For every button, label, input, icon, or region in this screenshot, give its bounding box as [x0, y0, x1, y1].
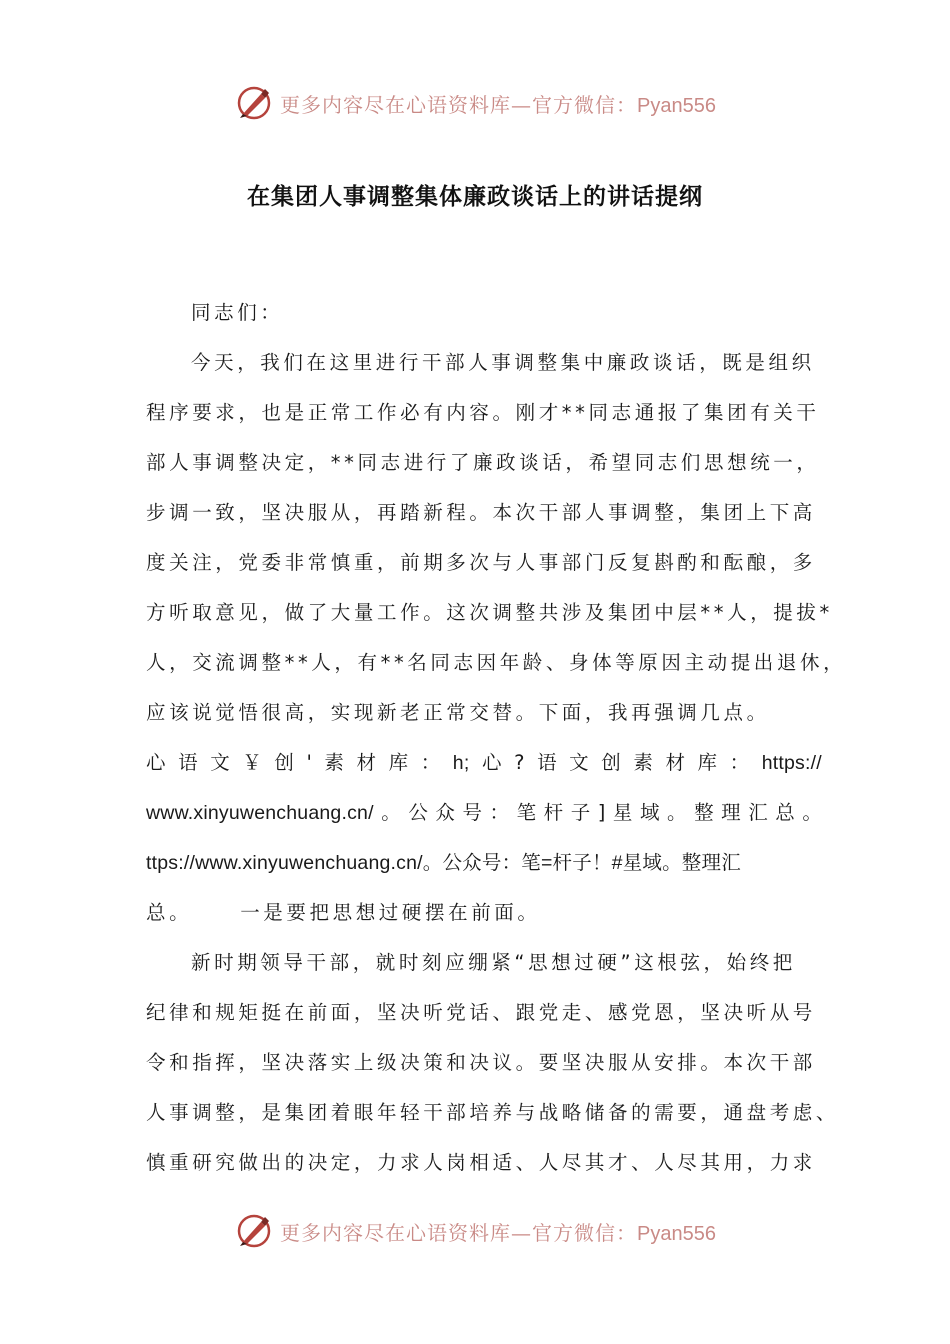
text-line: 部人事调整决定，**同志进行了廉政谈话，希望同志们思想统一， [146, 451, 820, 474]
paragraph-2 [146, 938, 840, 1188]
watermark-token: www.xinyuwenchuang.cn/ [146, 802, 374, 824]
watermark-token: 素 [324, 751, 344, 774]
watermark-token: 语 [178, 751, 198, 774]
text-line: 人事调整，是集团着眼年轻干部培养与战略储备的需要，通盘考虑、 [146, 1101, 840, 1124]
watermark-line [146, 738, 822, 788]
pen-logo-icon [234, 83, 274, 123]
watermark-token: ' [306, 751, 312, 774]
text-line: 步调一致，坚决服从，再踏新程。本次干部人事调整，集团上下高 [146, 501, 816, 524]
watermark-token: 号 [462, 801, 482, 824]
salutation: 同志们： [191, 301, 284, 324]
watermark-token: 语 [537, 751, 557, 774]
banner-text: 更多内容尽在心语资料库—官方微信：Pyan556 [280, 1220, 716, 1245]
watermark-token: 杆 [543, 801, 564, 824]
text-line: 新时期领导干部，就时刻应绷紧“思想过硬”这根弦，始终把 [191, 951, 796, 974]
document-title: 在集团人事调整集体廉政谈话上的讲话提纲 [247, 184, 703, 210]
text-line: 今天，我们在这里进行干部人事调整集中廉政谈话，既是组织 [191, 351, 815, 374]
text-line: 度关注，党委非常慎重，前期多次与人事部门反复斟酌和酝酿，多 [146, 551, 816, 574]
text-line: 人，交流调整**人，有**名同志因年龄、身体等原因主动提出退休， [146, 651, 847, 674]
text-line: 方听取意见，做了大量工作。这次调整共涉及集团中层**人，提拔* [146, 601, 833, 624]
watermark-token: 。 [802, 801, 822, 824]
banner-text: 更多内容尽在心语资料库—官方微信：Pyan556 [280, 92, 716, 117]
watermark-token: 域 [639, 801, 660, 824]
watermark-token: 素 [633, 751, 653, 774]
watermark-token: 创 [274, 751, 294, 774]
text-line: 令和指挥，坚决落实上级决策和决议。要坚决服从安排。本次干部 [146, 1051, 816, 1074]
watermark-token: 心 [146, 751, 166, 774]
document-body [146, 288, 847, 1188]
watermark-token: h; [452, 752, 470, 774]
watermark-token: 。 [381, 801, 401, 824]
watermark-token: 库 [697, 751, 718, 774]
watermark-token: https:// [761, 752, 822, 774]
watermark-token: ] [597, 801, 606, 824]
watermark-token: 理 [721, 801, 741, 824]
footer-banner [0, 1206, 950, 1256]
wechat-id: Pyan556 [637, 1222, 716, 1245]
watermark-line: ttps://www.xinyuwenchuang.cn/。公众号：笔=杆子！#星域。整理汇 [146, 852, 741, 874]
watermark-token: 材 [356, 751, 377, 774]
watermark-token: ： [420, 751, 441, 774]
watermark-block [146, 738, 822, 938]
watermark-token: 公 [408, 801, 428, 824]
paragraph-1 [146, 338, 847, 738]
watermark-token: 文 [569, 751, 589, 774]
text-line: 应该说觉悟很高，实现新老正常交替。下面，我再强调几点。 [146, 701, 770, 724]
watermark-token: 整 [694, 801, 714, 824]
watermark-token: 子 [570, 801, 591, 824]
text-line: 慎重研究做出的决定，力求人岗相适、人尽其才、人尽其用，力求 [146, 1151, 816, 1174]
watermark-token: ￥ [242, 751, 262, 774]
watermark-token: 汇 [748, 801, 768, 824]
section-heading-1: 一是要把思想过硬摆在前面。 [240, 901, 541, 924]
wechat-id: Pyan556 [637, 94, 716, 117]
text-line: 程序要求，也是正常工作必有内容。刚才**同志通报了集团有关干 [146, 401, 820, 424]
watermark-token: ： [489, 801, 510, 824]
watermark-token: 星 [612, 801, 633, 824]
watermark-token: 心 [482, 751, 502, 774]
watermark-token: 众 [435, 801, 455, 824]
watermark-token: 。 [667, 801, 687, 824]
pen-logo-icon [234, 1211, 274, 1251]
watermark-token: 库 [388, 751, 409, 774]
watermark-line: 总。 一是要把思想过硬摆在前面。 [146, 901, 541, 924]
watermark-token: 总 [775, 801, 795, 824]
header-banner [0, 78, 950, 128]
watermark-token: ： [729, 751, 750, 774]
watermark-token: 创 [601, 751, 621, 774]
watermark-token: 文 [210, 751, 230, 774]
text-line: 纪律和规矩挺在前面，坚决听党话、跟党走、感党恩，坚决听从号 [146, 1001, 816, 1024]
watermark-token: ? [514, 751, 525, 774]
watermark-token: 材 [665, 751, 685, 774]
watermark-token: 笔 [516, 801, 537, 824]
watermark-line [146, 788, 822, 838]
